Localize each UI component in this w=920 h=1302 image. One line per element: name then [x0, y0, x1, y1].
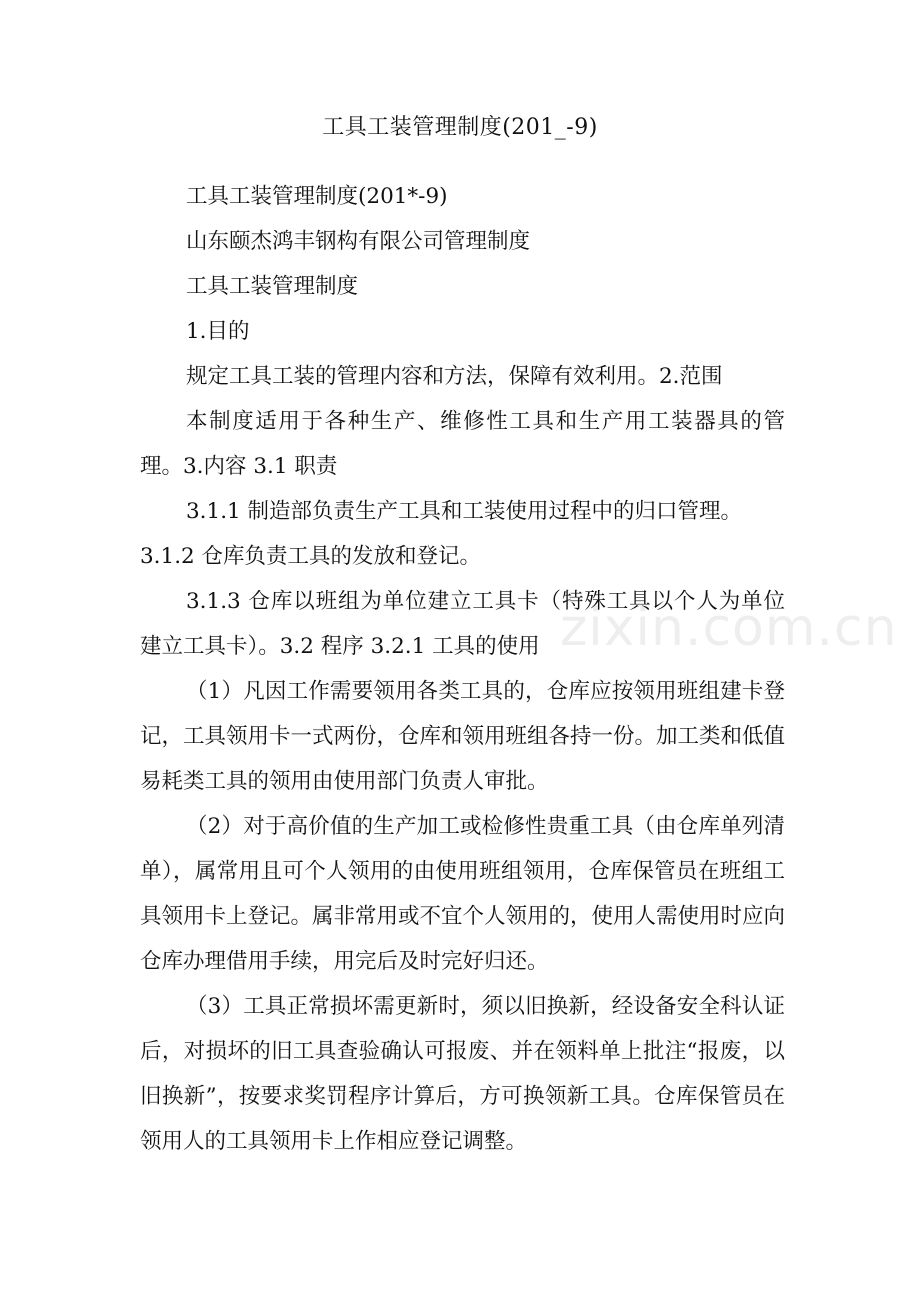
paragraph-item-1: （1）凡因工作需要领用各类工具的，仓库应按领用班组建卡登记，工具领用卡一式两份，仓库和领用班组各持一份。加工类和低值易耗类工具的领用由使用部门负责人审批。 [140, 679, 786, 794]
paragraph-duty-3: 3.1.3 仓库以班组为单位建立工具卡（特殊工具以个人为单位建立工具卡）。3.2 程序 3.2.1 工具的使用 [140, 589, 785, 659]
paragraph-heading: 工具工装管理制度 [186, 274, 359, 299]
paragraph-item-2: （2）对于高价值的生产加工或检修性贵重工具（由仓库单列清单），属常用且可个人领用的由使用班组领用，仓库保管员在班组工具领用卡上登记。属非常用或不宜个人领用的，使用人需使用时应向仓库办理借用手续，用完后及时完好归还。 [140, 814, 786, 974]
paragraph-purpose: 规定工具工装的管理内容和方法，保障有效利用。2.范围 [186, 364, 723, 389]
paragraph-scope: 本制度适用于各种生产、维修性工具和生产用工装器具的管理。3.内容 3.1 职责 [140, 409, 785, 479]
paragraph-item-3: （3）工具正常损坏需更新时，须以旧换新，经设备安全科认证后，对损坏的旧工具查验确认可报废、并在领料单上批注“报废，以旧换新”，按要求奖罚程序计算后，方可换领新工具。仓库保管员在领用人的工具领用卡上作相应登记调整。 [140, 994, 785, 1154]
paragraph-subtitle: 工具工装管理制度(201*-9) [186, 184, 448, 209]
paragraph-purpose-heading: 1.目的 [186, 319, 250, 344]
paragraph-duty-2: 3.1.2 仓库负责工具的发放和登记。 [140, 544, 482, 569]
watermark: zixin.com.cn [560, 598, 898, 658]
paragraph-duty-1: 3.1.1 制造部负责生产工具和工装使用过程中的归口管理。 [186, 499, 743, 524]
document-body [140, 174, 785, 1164]
document-title: 工具工装管理制度(201_-9) [322, 115, 598, 140]
paragraph-company: 山东颐杰鸿丰钢构有限公司管理制度 [186, 229, 531, 254]
